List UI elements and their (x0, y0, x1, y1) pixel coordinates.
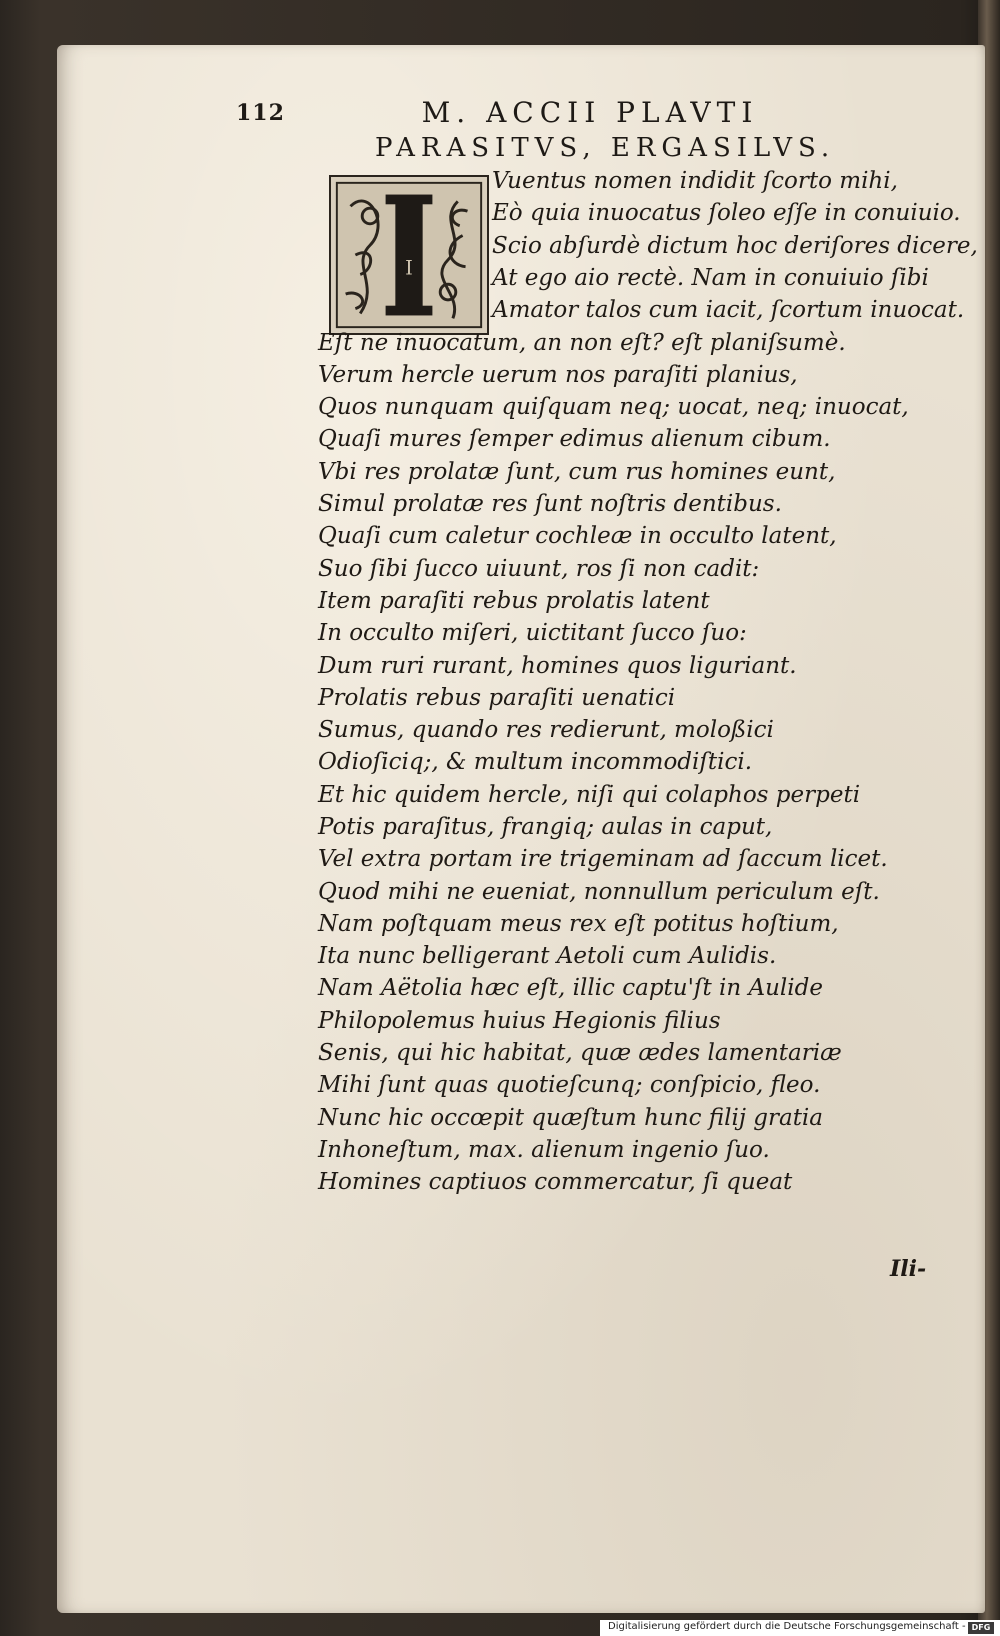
verse-line: Mihi ſunt quas quotieſcunq; conſpicio, fleo. (318, 1072, 821, 1098)
verse-line: Prolatis rebus paraſiti uenatici (318, 685, 676, 711)
decorated-initial-letter (329, 175, 489, 335)
woodcut-initial-icon (331, 177, 487, 333)
verse-line: Nam poſtquam meus rex eſt potitus hoſtium, (318, 911, 839, 937)
verse-line: Simul prolatæ res ſunt noſtris dentibus. (318, 491, 782, 517)
verse-line: Ita nunc belligerant Aetoli cum Aulidis. (318, 943, 777, 969)
verse-line: Vuentus nomen indidit ſcorto mihi, (492, 168, 898, 194)
verse-line: Verum hercle uerum nos paraſiti planius, (318, 362, 798, 388)
verse-line: Quos nunquam quiſquam neq; uocat, neq; inuocat, (318, 394, 909, 420)
page-number: 112 (236, 100, 285, 126)
verse-line: Amator talos cum iacit, ſcortum inuocat. (492, 297, 965, 323)
dfg-logo: DFG (968, 1622, 994, 1634)
verse-line: Homines captiuos commercatur, ſi queat (318, 1169, 793, 1195)
svg-text:I: I (405, 256, 413, 280)
verse-line: Odioſiciq;, & multum incommodiſtici. (318, 749, 753, 775)
verse-line: Inhoneſtum, max. alienum ingenio ſuo. (318, 1137, 770, 1163)
verse-line: Vbi res prolatæ ſunt, cum rus homines eunt, (318, 459, 836, 485)
verse-line: Quaſi cum caletur cochleæ in occulto latent, (318, 523, 837, 549)
verse-line: Item paraſiti rebus prolatis latent (318, 588, 710, 614)
verse-line: In occulto miſeri, uictitant ſucco ſuo: (318, 620, 747, 646)
verse-line: Quod mihi ne eueniat, nonnullum periculum eſt. (318, 879, 880, 905)
verse-line: At ego aio rectè. Nam in conuiuio ſibi (492, 265, 929, 291)
verse-line: Vel extra portam ire trigeminam ad ſaccum licet. (318, 846, 888, 872)
catchword: Ili- (890, 1256, 927, 1282)
verse-line: Nunc hic occœpit quæſtum hunc filij gratia (318, 1105, 824, 1131)
verse-line: Philopolemus huius Hegionis filius (318, 1008, 721, 1034)
verse-line: Nam Aëtolia hæc eſt, illic captu'ſt in Aulide (318, 975, 823, 1001)
verse-line: Senis, qui hic habitat, quæ ædes lamentariæ (318, 1040, 842, 1066)
running-title: M. ACCII PLAVTI (421, 96, 759, 129)
verse-line: Et hic quidem hercle, niſi qui colaphos perpeti (318, 782, 861, 808)
speaker-heading: PARASITVS, ERGASILVS. (375, 133, 836, 163)
verse-line: Suo ſibi ſucco uiuunt, ros ſi non cadit: (318, 556, 760, 582)
footer-credit: Digitalisierung gefördert durch die Deutsche Forschungsgemeinschaft - (608, 1621, 966, 1632)
verse-line: Eò quia inuocatus ſoleo eſſe in conuiuio. (492, 200, 961, 226)
verse-line: Quaſi mures ſemper edimus alienum cibum. (318, 426, 831, 452)
verse-line: Scio abſurdè dictum hoc deriſores dicere, (492, 233, 978, 259)
verse-line: Sumus, quando res redierunt, moloßici (318, 717, 774, 743)
verse-line: Potis paraſitus, frangiq; aulas in caput, (318, 814, 773, 840)
verse-line: Eſt ne inuocatum, an non eſt? eſt planiſsumè. (318, 330, 846, 356)
verse-line: Dum ruri rurant, homines quos liguriant. (318, 653, 797, 679)
